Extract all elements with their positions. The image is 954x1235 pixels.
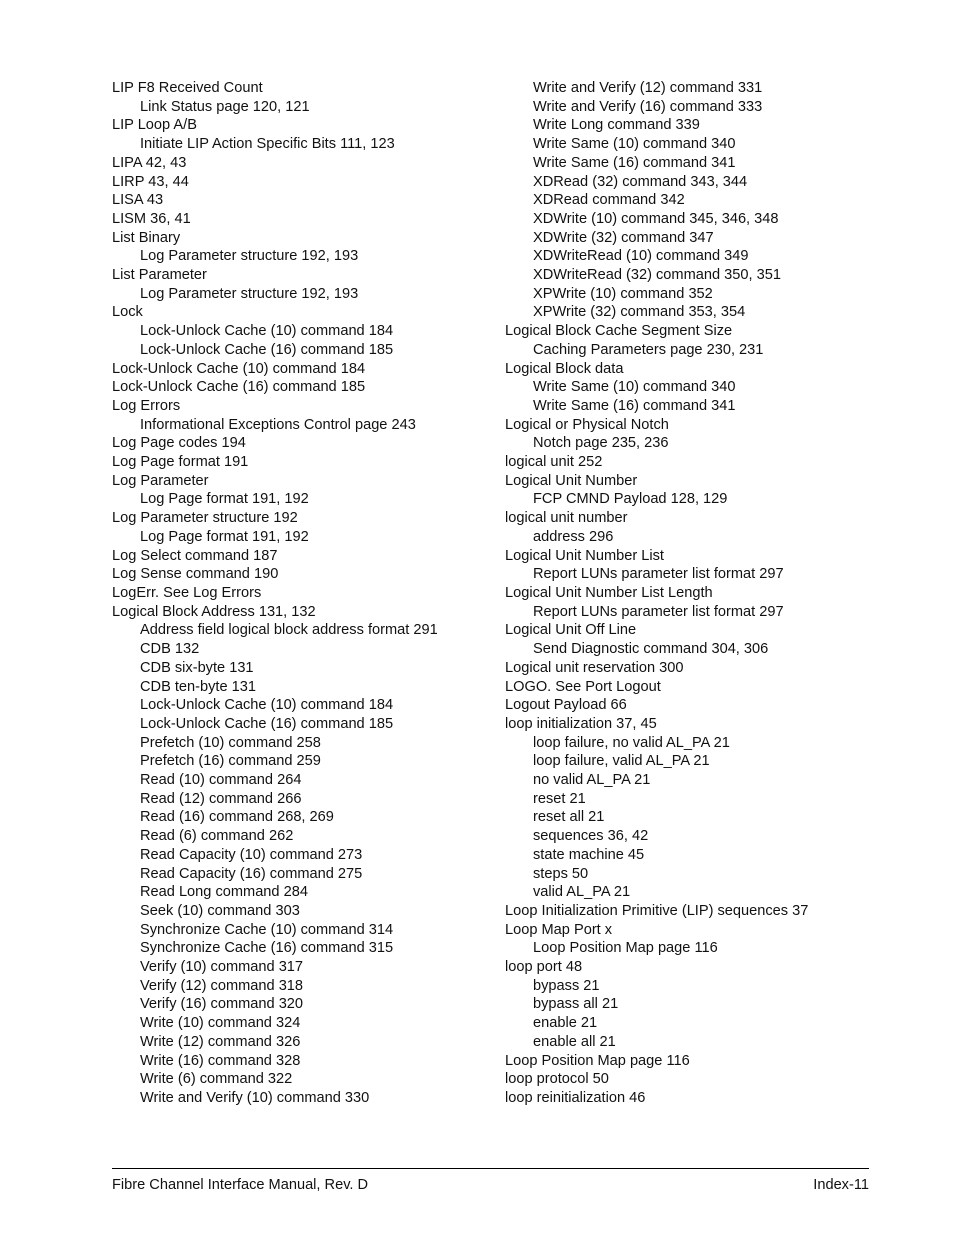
index-subentry: loop failure, valid AL_PA 21 [533, 753, 710, 770]
index-subentry: reset 21 [533, 790, 586, 807]
index-subentry: XDWrite (10) command 345, 346, 348 [533, 210, 779, 227]
index-subentry: Log Parameter structure 192, 193 [140, 285, 359, 302]
index-subentry: bypass 21 [533, 977, 600, 994]
index-entry: Logical Unit Number [505, 472, 638, 489]
index-subentry: steps 50 [533, 865, 589, 882]
index-subentry: Synchronize Cache (16) command 315 [140, 940, 394, 957]
index-entry: LogErr. See Log Errors [112, 584, 262, 601]
index-entry: Loop Initialization Primitive (LIP) sequences 37 [505, 902, 809, 919]
index-subentry: Seek (10) command 303 [140, 902, 300, 919]
index-entry: Lock-Unlock Cache (16) command 185 [112, 379, 366, 396]
index-entry: loop port 48 [505, 959, 583, 976]
index-entry: LIP F8 Received Count [112, 80, 263, 96]
index-subentry: XDWrite (32) command 347 [533, 229, 714, 246]
index-entry: LISA 43 [112, 192, 164, 209]
index-subentry: bypass all 21 [533, 996, 619, 1013]
index-entry: LIPA 42, 43 [112, 154, 187, 171]
index-subentry: Verify (12) command 318 [140, 977, 304, 994]
index-subentry: XDRead command 342 [533, 192, 685, 209]
index-subentry: Read Long command 284 [140, 884, 308, 901]
index-entry: Log Parameter structure 192 [112, 510, 298, 527]
index-subentry: Write Long command 339 [533, 117, 700, 134]
index-subentry: Initiate LIP Action Specific Bits 111, 123 [140, 136, 395, 153]
index-subentry: Log Page format 191, 192 [140, 528, 309, 545]
index-subentry: loop failure, no valid AL_PA 21 [533, 734, 730, 751]
index-subentry: Write Same (16) command 341 [533, 154, 736, 171]
index-entry: Logical Block data [505, 360, 624, 377]
index-subentry: Report LUNs parameter list format 297 [533, 603, 784, 620]
index-subentry: Write and Verify (10) command 330 [140, 1089, 370, 1106]
index-subentry: Lock-Unlock Cache (10) command 184 [140, 323, 394, 340]
index-subentry: Send Diagnostic command 304, 306 [533, 641, 769, 658]
index-subentry: Read (10) command 264 [140, 772, 302, 789]
index-subentry: Prefetch (16) command 259 [140, 753, 321, 770]
index-subentry: enable 21 [533, 1015, 598, 1032]
index-entry: Logical Unit Number List Length [505, 584, 713, 601]
index-subentry: Informational Exceptions Control page 243 [140, 416, 416, 433]
index-subentry: XDRead (32) command 343, 344 [533, 173, 748, 190]
index-entry: Lock-Unlock Cache (10) command 184 [112, 360, 366, 377]
index-subentry: XDWriteRead (32) command 350, 351 [533, 267, 781, 284]
index-entry: Logical Block Address 131, 132 [112, 603, 316, 620]
index-entry: Lock [112, 304, 143, 321]
index-entry: Logical or Physical Notch [505, 416, 669, 433]
footer-title: Fibre Channel Interface Manual, Rev. D [112, 1177, 369, 1193]
index-subentry: Link Status page 120, 121 [140, 98, 310, 115]
index-entry: logical unit number [505, 510, 628, 527]
index-subentry: Lock-Unlock Cache (16) command 185 [140, 715, 394, 732]
index-subentry: Caching Parameters page 230, 231 [533, 341, 764, 358]
index-subentry: Read Capacity (16) command 275 [140, 865, 363, 882]
index-subentry: Verify (16) command 320 [140, 996, 304, 1013]
index-entry: loop protocol 50 [505, 1071, 609, 1088]
index-entry: Log Sense command 190 [112, 566, 279, 583]
index-subentry: CDB ten-byte 131 [140, 678, 257, 695]
index-subentry: Read (12) command 266 [140, 790, 302, 807]
index-entry: Log Parameter [112, 472, 209, 489]
index-subentry: Prefetch (10) command 258 [140, 734, 321, 751]
index-entry: Logical Unit Number List [505, 547, 664, 564]
index-subentry: Read (6) command 262 [140, 828, 294, 845]
index-subentry: sequences 36, 42 [533, 828, 649, 845]
index-subentry: Write (10) command 324 [140, 1015, 301, 1032]
index-entry: List Binary [112, 229, 181, 246]
index-subentry: Address field logical block address format 291 [140, 622, 438, 639]
index-subentry: CDB 132 [140, 641, 200, 658]
index-entry: LIP Loop A/B [112, 117, 197, 134]
footer-page-number: Index-11 [813, 1177, 869, 1193]
index-entry: LOGO. See Port Logout [505, 678, 661, 695]
index-subentry: Write (6) command 322 [140, 1071, 293, 1088]
index-subentry: Loop Position Map page 116 [533, 940, 718, 957]
index-entry: Log Errors [112, 397, 181, 414]
footer-divider [112, 1168, 869, 1169]
index-subentry: address 296 [533, 528, 614, 545]
index-subentry: XDWriteRead (10) command 349 [533, 248, 749, 265]
index-entry: Loop Position Map page 116 [505, 1052, 690, 1069]
index-subentry: Read Capacity (10) command 273 [140, 846, 363, 863]
index-subentry: Write (12) command 326 [140, 1033, 301, 1050]
index-entry: LIRP 43, 44 [112, 173, 189, 190]
index-entry: List Parameter [112, 267, 207, 284]
index-subentry: no valid AL_PA 21 [533, 772, 651, 789]
index-entry: Logical Unit Off Line [505, 622, 637, 639]
index-entry: Logical unit reservation 300 [505, 659, 684, 676]
index-column-left [112, 79, 492, 1108]
index-subentry: Read (16) command 268, 269 [140, 809, 334, 826]
index-entry: Log Select command 187 [112, 547, 278, 564]
index-subentry: Log Parameter structure 192, 193 [140, 248, 359, 265]
index-subentry: Synchronize Cache (10) command 314 [140, 921, 394, 938]
index-entry: Log Page codes 194 [112, 435, 246, 452]
index-subentry: Verify (10) command 317 [140, 959, 304, 976]
index-entry: Loop Map Port x [505, 921, 613, 938]
index-subentry: Log Page format 191, 192 [140, 491, 309, 508]
index-entry: loop initialization 37, 45 [505, 715, 657, 732]
index-subentry: Write (16) command 328 [140, 1052, 301, 1069]
index-entry: Logout Payload 66 [505, 697, 627, 714]
index-subentry: Report LUNs parameter list format 297 [533, 566, 784, 583]
index-subentry: reset all 21 [533, 809, 605, 826]
index-entry: LISM 36, 41 [112, 210, 191, 227]
index-entry: loop reinitialization 46 [505, 1089, 646, 1106]
index-column-right [505, 79, 885, 1108]
index-entry: Log Page format 191 [112, 454, 249, 471]
index-subentry: valid AL_PA 21 [533, 884, 631, 901]
index-subentry: enable all 21 [533, 1033, 616, 1050]
index-entry: Logical Block Cache Segment Size [505, 323, 733, 340]
index-subentry: Write and Verify (16) command 333 [533, 98, 763, 115]
index-subentry: Lock-Unlock Cache (16) command 185 [140, 341, 394, 358]
index-subentry: Write and Verify (12) command 331 [533, 80, 763, 96]
index-subentry: Lock-Unlock Cache (10) command 184 [140, 697, 394, 714]
index-subentry: XPWrite (32) command 353, 354 [533, 304, 746, 321]
index-subentry: state machine 45 [533, 846, 645, 863]
index-subentry: Write Same (10) command 340 [533, 136, 736, 153]
index-subentry: Write Same (16) command 341 [533, 397, 736, 414]
index-subentry: FCP CMND Payload 128, 129 [533, 491, 728, 508]
index-subentry: Notch page 235, 236 [533, 435, 669, 452]
index-subentry: Write Same (10) command 340 [533, 379, 736, 396]
index-subentry: XPWrite (10) command 352 [533, 285, 713, 302]
index-entry: logical unit 252 [505, 454, 603, 471]
index-subentry: CDB six-byte 131 [140, 659, 254, 676]
